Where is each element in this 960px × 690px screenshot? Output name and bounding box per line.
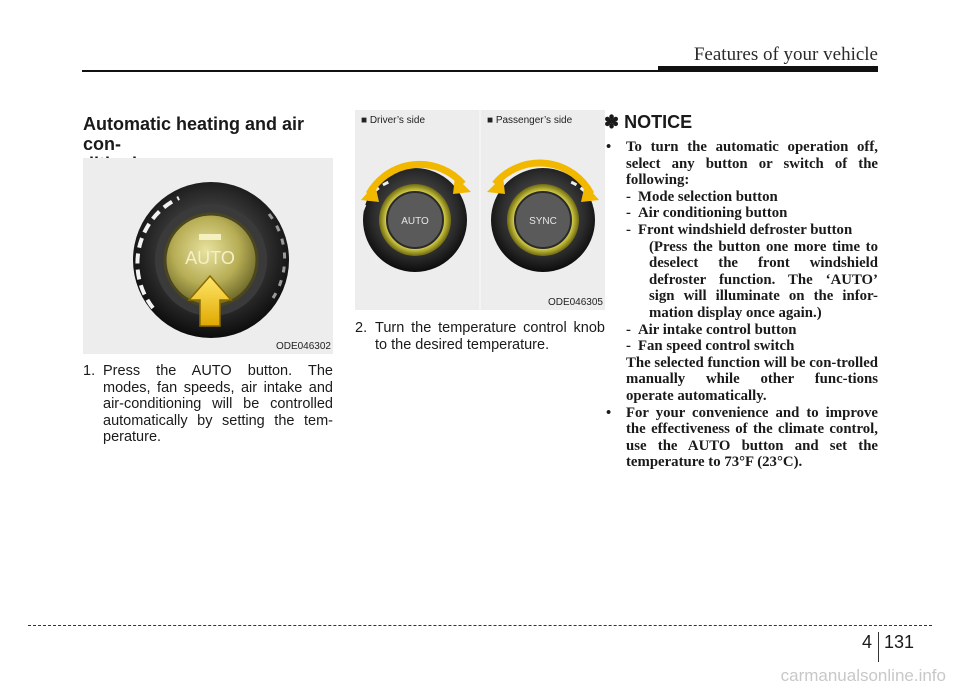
notice-bullet-2 xyxy=(604,405,878,471)
footer-page-number: 131 xyxy=(884,632,915,652)
step-1 xyxy=(83,363,333,446)
notice-body xyxy=(604,139,878,471)
drivers-side-panel xyxy=(355,110,479,310)
notice-item-text: Front windshield defroster button xyxy=(638,221,853,238)
notice-item: - Front windshield defroster button xyxy=(626,221,853,238)
bullet-icon: • xyxy=(606,139,612,155)
bullet-icon: • xyxy=(606,404,612,421)
notice-item-text: Air conditioning button xyxy=(638,205,788,222)
notice-bullet-1-text: To turn the automatic operation off, select any button or switch of the following: xyxy=(626,139,878,189)
step-1-text: Press the AUTO button. The modes, fan speeds, air intake and air-conditioning will be controlled automatically by setting the tem-perature. xyxy=(103,363,333,445)
notice-bullet-2-text: For your convenience and to improve the effectiveness of the climate control, use the AUTO button and set the temperature to 73°F (23°C). xyxy=(626,404,878,471)
passengers-knob-label: SYNC xyxy=(529,216,557,227)
notice-item: - Air conditioning button xyxy=(626,205,788,222)
step-1-number: 1. xyxy=(83,363,96,379)
figure1-code: ODE046302 xyxy=(275,341,331,352)
step-2 xyxy=(355,320,605,353)
notice-item: - Air intake control button xyxy=(626,321,797,338)
notice-bullet-1 xyxy=(604,139,878,189)
auto-button-figure xyxy=(83,158,333,354)
notice-after-items: The selected function will be con-trolled manually while other func-tions operate automatically. xyxy=(626,354,878,404)
drivers-side-label: ■ Driver’s side xyxy=(361,115,426,126)
drivers-knob-label: AUTO xyxy=(401,216,429,227)
passengers-side-panel xyxy=(481,110,605,310)
watermark: carmanualsonline.info xyxy=(780,666,946,685)
auto-knob-illustration xyxy=(83,158,333,354)
notice-item: - Fan speed control switch xyxy=(626,338,795,355)
footer-rule xyxy=(28,625,932,626)
notice-item-detail: (Press the button one more time to deselect the front windshield defroster function. The ‘AUTO’ sign will illuminate on the infor-mation display once again.) xyxy=(649,238,878,321)
step-2-number: 2. xyxy=(355,320,368,336)
figure2-code: ODE046305 xyxy=(547,297,603,308)
section-heading-line1: Automatic heating and air con- xyxy=(83,114,305,154)
notice-item-text: Mode selection button xyxy=(638,188,778,205)
header-rule-accent xyxy=(658,66,878,72)
drivers-knob-illustration xyxy=(355,110,479,310)
page-header-title: Features of your vehicle xyxy=(693,44,878,65)
notice-item: - Mode selection button xyxy=(626,188,778,205)
footer-divider xyxy=(878,632,879,662)
footer-section-number: 4 xyxy=(861,632,872,652)
notice-item-text: Fan speed control switch xyxy=(638,338,795,355)
notice-item-text: Air intake control button xyxy=(638,321,797,338)
notice-title: ✽ NOTICE xyxy=(604,112,693,132)
step-2-text: Turn the temperature control knob to the desired temperature. xyxy=(375,320,605,353)
auto-button-label: AUTO xyxy=(185,248,235,268)
passengers-knob-illustration xyxy=(481,110,605,310)
temperature-knob-figure xyxy=(355,110,605,310)
passengers-side-label: ■ Passenger’s side xyxy=(487,115,573,126)
